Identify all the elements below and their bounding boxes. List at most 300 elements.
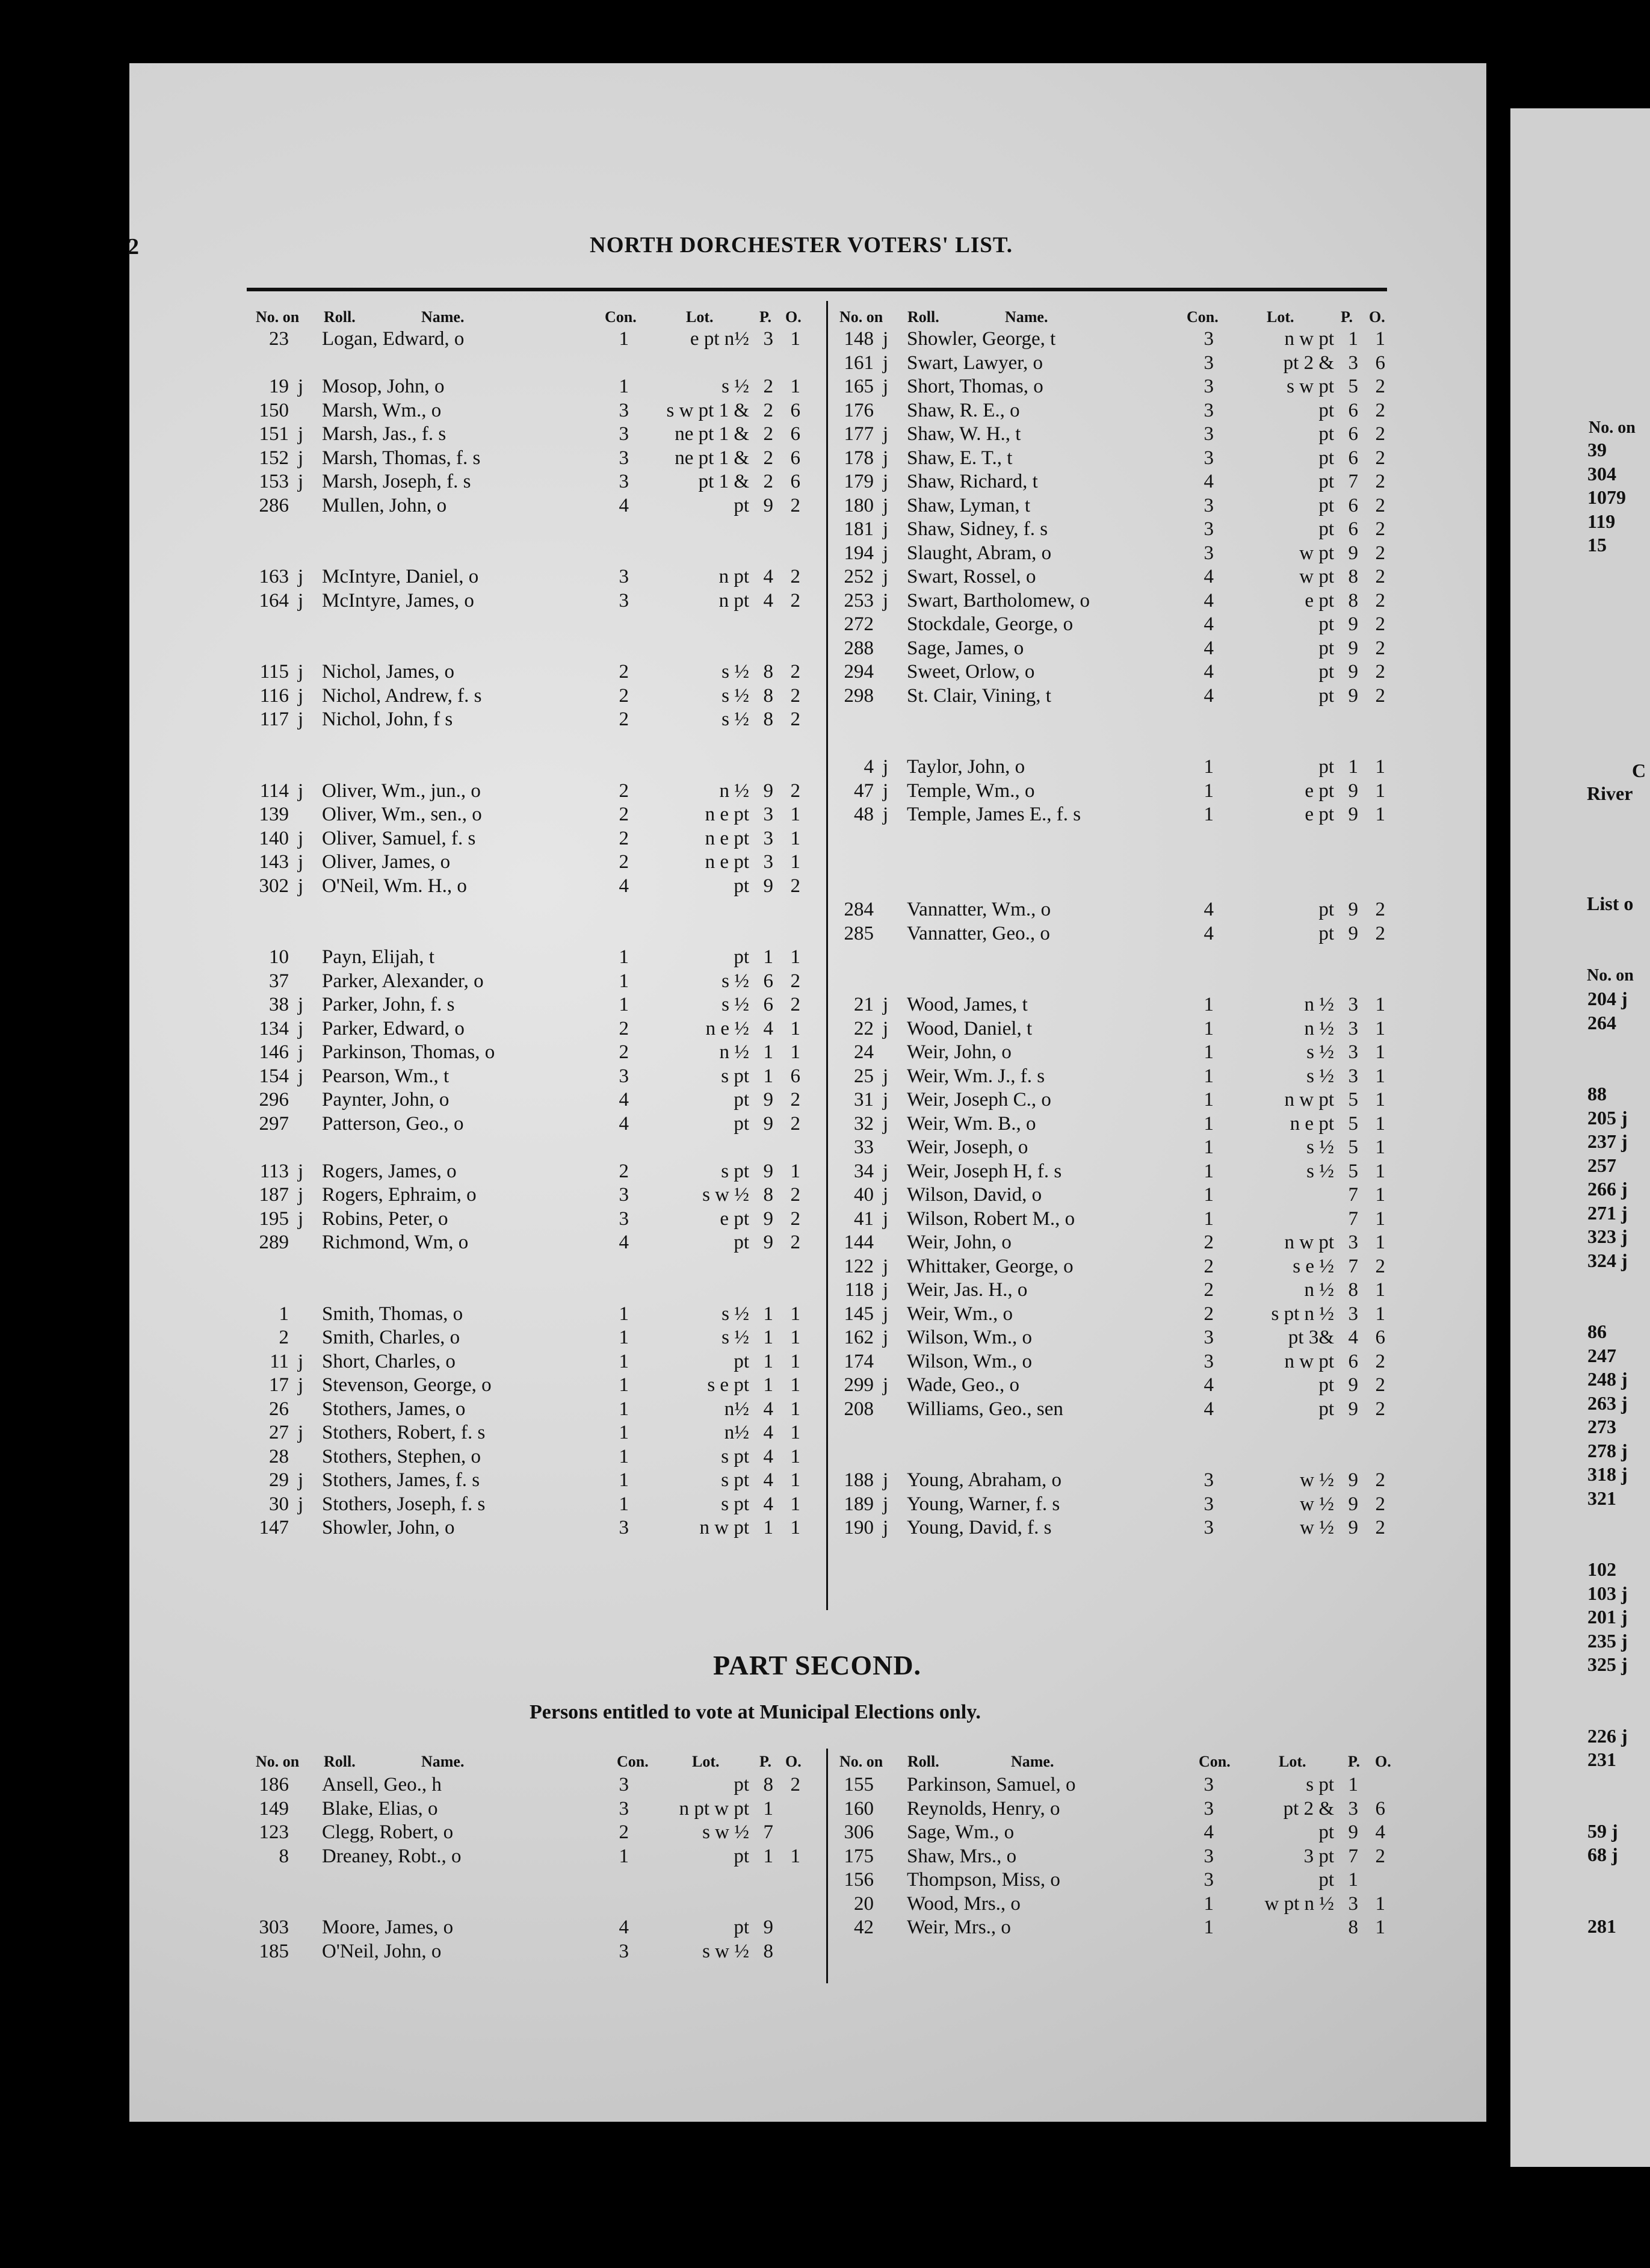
lot: n pt [718,589,749,612]
juror-mark: j [883,328,889,350]
polling-subdivision: 3 [1348,1232,1358,1253]
voter-row [826,779,1403,804]
voter-row [241,470,818,494]
edge-number [1587,1796,1628,1820]
voter-row [241,970,818,994]
roll-number: 113 [259,1160,289,1182]
polling-subdivision: 1 [763,1374,773,1396]
voter-row [826,399,1403,423]
edge-number: 102 [1587,1558,1616,1580]
concession: 3 [619,423,629,445]
concession: 1 [619,1445,629,1467]
office: 2 [1375,1845,1385,1867]
office: 1 [790,1160,800,1182]
roll-number: 179 [844,471,874,492]
edge-number [1587,1867,1628,1891]
roll-number: 1 [279,1303,289,1325]
voter-name: Thompson, Miss, o [907,1869,1060,1891]
roll-number: 134 [259,1017,289,1040]
voter-row [826,993,1403,1017]
roll-number: 116 [259,684,289,707]
lot: n pt w pt [679,1797,749,1820]
concession: 3 [1204,542,1214,564]
part-second-column-left [241,1773,818,1963]
voter-name: Weir, Joseph C., o [907,1089,1051,1111]
part-second-subtitle: Persons entitled to vote at Municipal Elections only. [530,1701,981,1723]
office: 2 [1375,661,1385,683]
voter-name: Weir, Joseph H, f. s [907,1160,1062,1182]
concession: 4 [619,494,629,516]
lot: n e pt [705,804,749,825]
lot: n e pt [1290,1112,1334,1135]
lot: w ½ [1300,1469,1334,1491]
polling-subdivision: 8 [763,1184,773,1206]
edge-number: 248 j [1587,1368,1628,1390]
spacer-row [241,1278,818,1303]
roll-number: 297 [259,1112,289,1135]
voter-row [826,1183,1403,1207]
juror-mark: j [883,518,889,540]
lot: pt [1318,518,1334,540]
polling-subdivision: 2 [763,423,773,445]
office: 1 [790,851,800,873]
roll-number: 23 [269,328,289,350]
polling-subdivision: 9 [1348,922,1358,944]
concession: 4 [1204,684,1214,707]
polling-subdivision: 8 [763,684,773,707]
voter-row [241,1088,818,1112]
header-no-on-right: No. on [839,308,883,326]
edge-number [1587,1035,1628,1059]
roll-number: 194 [844,542,874,564]
concession: 3 [1204,1469,1214,1491]
office: 1 [790,1327,800,1348]
edge-number: 257 [1587,1154,1616,1176]
header-name: Name. [421,308,465,326]
lot: pt [1318,471,1334,492]
p2-header-lot-right: Lot. [1279,1753,1306,1770]
office: 2 [1375,1469,1385,1491]
voter-name: Marsh, Jas., f. s [322,423,446,445]
voter-row [241,447,818,471]
concession: 3 [619,471,629,492]
edge-number: 273 [1587,1416,1616,1437]
voter-row [241,660,818,684]
spacer-row [826,732,1403,756]
edge-number: 263 j [1587,1392,1628,1414]
header-roll: Roll. [324,308,356,326]
voter-name: Mosop, John, o [322,376,445,397]
roll-number: 178 [844,447,874,469]
edge-number: 264 [1587,1011,1616,1033]
juror-mark: j [298,827,304,849]
polling-subdivision: 4 [763,1398,773,1420]
voter-name: Nichol, James, o [322,661,454,683]
voter-row [241,1041,818,1065]
concession: 1 [1204,1089,1214,1111]
voter-row [241,850,818,875]
edge-number [1587,1272,1628,1297]
spacer-row [241,352,818,376]
polling-subdivision: 9 [763,1916,773,1938]
concession: 3 [1204,1774,1214,1796]
lot: s pt [721,1469,749,1491]
voter-row [241,1160,818,1184]
voter-name: Nichol, John, f s [322,708,453,730]
p2-header-name-right: Name. [1011,1753,1054,1770]
concession: 3 [1204,399,1214,421]
concession: 1 [619,1469,629,1491]
concession: 1 [619,994,629,1015]
concession: 3 [619,1797,629,1820]
lot: 3 pt [1303,1845,1334,1867]
p2-header-con-right: Con. [1199,1753,1231,1770]
lot: n w pt [1284,1089,1334,1111]
juror-mark: j [298,1041,304,1063]
spacer-row [241,1868,818,1892]
concession: 2 [1204,1279,1214,1301]
concession: 1 [619,1422,629,1443]
office: 2 [1375,899,1385,920]
roll-number: 21 [854,994,874,1015]
lot: n w pt [699,1517,749,1538]
voter-row [826,1892,1403,1916]
voter-name: Weir, John, o [907,1232,1012,1253]
juror-mark: j [298,1493,304,1515]
polling-subdivision: 5 [1348,1089,1358,1111]
lot: s ½ [721,970,749,992]
voter-row [826,423,1403,447]
polling-subdivision: 4 [763,589,773,612]
voter-name: Williams, Geo., sen [907,1398,1063,1420]
lot: pt [1318,1821,1334,1843]
spacer-row [241,1255,818,1279]
lot: e pt [1305,589,1334,612]
lot: s ½ [721,994,749,1015]
voter-name: Short, Charles, o [322,1350,456,1372]
voter-name: Swart, Rossel, o [907,566,1036,587]
edge-number: 318 j [1587,1463,1628,1485]
juror-mark: j [298,875,304,897]
polling-subdivision: 6 [1348,1350,1358,1372]
voter-name: Vannatter, Wm., o [907,899,1051,920]
p2-header-p-right: P. [1348,1753,1360,1770]
juror-mark: j [883,756,889,778]
voter-row [826,565,1403,589]
office: 6 [1375,1327,1385,1348]
polling-subdivision: 8 [1348,566,1358,587]
polling-subdivision: 3 [1348,994,1358,1015]
spacer-row [241,1136,818,1160]
concession: 1 [1204,1207,1214,1230]
spacer-row [241,613,818,637]
lot: pt 3& [1288,1327,1334,1348]
part-second-title: PART SECOND. [713,1650,922,1681]
roll-number: 48 [854,804,874,825]
roll-number: 47 [854,779,874,802]
roll-number: 160 [844,1797,874,1820]
concession: 3 [619,1940,629,1962]
lot: w pt [1299,566,1334,587]
lot: pt 2 & [1283,352,1334,374]
spacer-row [241,637,818,661]
concession: 3 [1204,352,1214,374]
voter-row [826,447,1403,471]
juror-mark: j [883,566,889,587]
roll-number: 32 [854,1112,874,1135]
voter-row [241,684,818,708]
concession: 1 [619,1303,629,1325]
roll-number: 190 [844,1517,874,1538]
polling-subdivision: 9 [763,1160,773,1182]
juror-mark: j [883,542,889,564]
spacer-row [826,946,1403,970]
concession: 3 [619,1065,629,1087]
roll-number: 20 [854,1892,874,1915]
header-lot: Lot. [686,308,714,326]
voter-row [826,518,1403,542]
office: 1 [790,1445,800,1467]
polling-subdivision: 9 [1348,804,1358,825]
lot: s ½ [721,684,749,707]
p2-header-no-on: No. on [256,1753,300,1770]
office: 1 [790,804,800,825]
voter-name: Whittaker, George, o [907,1255,1074,1277]
lot: pt [734,1916,749,1938]
polling-subdivision: 3 [1348,352,1358,374]
roll-number: 19 [269,376,289,397]
voter-row [241,803,818,827]
lot: n ½ [719,1041,749,1063]
roll-number: 296 [259,1089,289,1111]
office: 1 [790,1303,800,1325]
lot: n e pt [705,851,749,873]
lot: n ½ [1304,1279,1334,1301]
lot: s w ½ [702,1940,749,1962]
voter-name: Sage, James, o [907,637,1024,659]
voter-name: Clegg, Robert, o [322,1821,454,1843]
voter-row [826,1493,1403,1517]
office: 1 [790,1845,800,1867]
roll-number: 153 [259,471,289,492]
juror-mark: j [298,994,304,1015]
polling-subdivision: 3 [1348,1797,1358,1820]
edge-number: 88 [1587,1083,1607,1105]
juror-mark: j [298,1160,304,1182]
concession: 2 [1204,1303,1214,1325]
polling-subdivision: 9 [763,875,773,897]
roll-number: 156 [844,1869,874,1891]
voter-name: Rogers, James, o [322,1160,457,1182]
voter-name: McIntyre, Daniel, o [322,566,479,587]
office: 1 [790,328,800,350]
edge-number [1587,1891,1628,1915]
voter-name: Parker, John, f. s [322,994,455,1015]
p2-header-p: P. [759,1753,771,1770]
polling-subdivision: 1 [763,1041,773,1063]
roll-number: 149 [259,1797,289,1820]
voter-row [241,708,818,732]
office: 1 [790,1041,800,1063]
voter-row [241,1207,818,1232]
lot: w pt n ½ [1264,1892,1334,1915]
lot: s pt [1306,1774,1334,1796]
voter-row [241,1303,818,1327]
juror-mark: j [298,684,304,707]
juror-mark: j [883,423,889,445]
polling-subdivision: 5 [1348,1136,1358,1158]
voter-row [241,1773,818,1797]
concession: 1 [1204,779,1214,802]
concession: 3 [619,447,629,469]
office: 2 [1375,613,1385,635]
concession: 4 [619,1089,629,1111]
juror-mark: j [883,1279,889,1301]
polling-subdivision: 9 [763,1112,773,1135]
concession: 3 [1204,1517,1214,1538]
voter-name: Parker, Edward, o [322,1017,465,1040]
voter-name: Reynolds, Henry, o [907,1797,1060,1820]
office: 2 [1375,471,1385,492]
office: 6 [1375,1797,1385,1820]
voter-row [826,1845,1403,1869]
office: 2 [790,708,800,730]
polling-subdivision: 8 [1348,589,1358,612]
juror-mark: j [883,1207,889,1230]
juror-mark: j [883,1493,889,1515]
concession: 1 [1204,1112,1214,1135]
lot: s w ½ [702,1184,749,1206]
polling-subdivision: 6 [1348,494,1358,516]
voter-row [826,1017,1403,1041]
voter-row [826,1231,1403,1255]
lot: n w pt [1284,1350,1334,1372]
polling-subdivision: 4 [763,1469,773,1491]
office: 1 [1375,1303,1385,1325]
polling-subdivision: 1 [763,1845,773,1867]
roll-number: 272 [844,613,874,635]
voter-row [241,589,818,613]
office: 2 [1375,637,1385,659]
lot: pt 1 & [698,471,749,492]
concession: 2 [619,684,629,707]
juror-mark: j [883,1160,889,1182]
voter-name: Oliver, Wm., sen., o [322,804,482,825]
office: 2 [1375,566,1385,587]
polling-subdivision: 6 [763,970,773,992]
roll-number: 8 [279,1845,289,1867]
lot: n ½ [719,779,749,802]
polling-subdivision: 2 [763,376,773,397]
polling-subdivision: 8 [1348,1279,1358,1301]
voter-row [826,352,1403,376]
lot: ne pt 1 & [675,423,749,445]
voter-name: Weir, Joseph, o [907,1136,1028,1158]
voter-row [826,1916,1403,1940]
lot: pt [734,946,749,968]
lot: e pt [1305,804,1334,825]
juror-mark: j [298,1422,304,1443]
polling-subdivision: 4 [1348,1327,1358,1348]
lot: pt [1318,756,1334,778]
voter-row [826,494,1403,518]
concession: 2 [619,779,629,802]
voter-name: Wood, Daniel, t [907,1017,1033,1040]
polling-subdivision: 7 [1348,1184,1358,1206]
juror-mark: j [883,352,889,374]
lot: pt [734,1845,749,1867]
voter-name: Marsh, Thomas, f. s [322,447,481,469]
voter-name: Ansell, Geo., h [322,1774,442,1796]
juror-mark: j [883,1327,889,1348]
lot: n½ [724,1422,749,1443]
lot: pt [734,875,749,897]
office: 1 [790,1517,800,1538]
lot: n e pt [705,827,749,849]
office: 2 [790,970,800,992]
voter-name: Wilson, Wm., o [907,1327,1032,1348]
voter-name: Stothers, James, o [322,1398,466,1420]
lot: pt [1318,661,1334,683]
voter-row [826,589,1403,613]
lot: n w pt [1284,328,1334,350]
roll-number: 195 [259,1207,289,1230]
polling-subdivision: 3 [1348,1303,1358,1325]
edge-number: 204 j [1587,988,1628,1009]
roll-number: 114 [259,779,289,802]
juror-mark: j [883,1017,889,1040]
page-number: 2 [128,234,139,259]
office: 2 [1375,1350,1385,1372]
voter-name: Weir, Jas. H., o [907,1279,1028,1301]
office: 6 [790,399,800,421]
spacer-row [826,827,1403,851]
juror-mark: j [883,804,889,825]
voter-name: Slaught, Abram, o [907,542,1052,564]
edge-number: 86 [1587,1321,1607,1342]
juror-mark: j [883,1065,889,1087]
voter-row [241,1231,818,1255]
spacer-row [826,708,1403,732]
concession: 2 [1204,1232,1214,1253]
voter-name: Weir, Wm. J., f. s [907,1065,1045,1087]
concession: 1 [619,1374,629,1396]
office: 1 [1375,804,1385,825]
roll-number: 299 [844,1374,874,1396]
roll-number: 41 [854,1207,874,1230]
header-no-on: No. on [256,308,300,326]
voter-row [826,1255,1403,1279]
lot: n ½ [1304,994,1334,1015]
edge-number [1587,1534,1628,1558]
voter-name: Smith, Thomas, o [322,1303,463,1325]
roll-number: 117 [259,708,289,730]
concession: 1 [1204,804,1214,825]
voter-name: Wilson, Wm., o [907,1350,1032,1372]
lot: s ½ [1306,1160,1334,1182]
lot: n ½ [1304,1017,1334,1040]
lot: pt [734,1112,749,1135]
lot: s ½ [721,661,749,683]
polling-subdivision: 3 [1348,1041,1358,1063]
office: 1 [1375,1112,1385,1135]
polling-subdivision: 3 [763,328,773,350]
voter-name: St. Clair, Vining, t [907,684,1051,707]
edge-number: 281 [1587,1915,1616,1937]
concession: 1 [619,946,629,968]
roll-number: 38 [269,994,289,1015]
spacer-row [826,850,1403,875]
